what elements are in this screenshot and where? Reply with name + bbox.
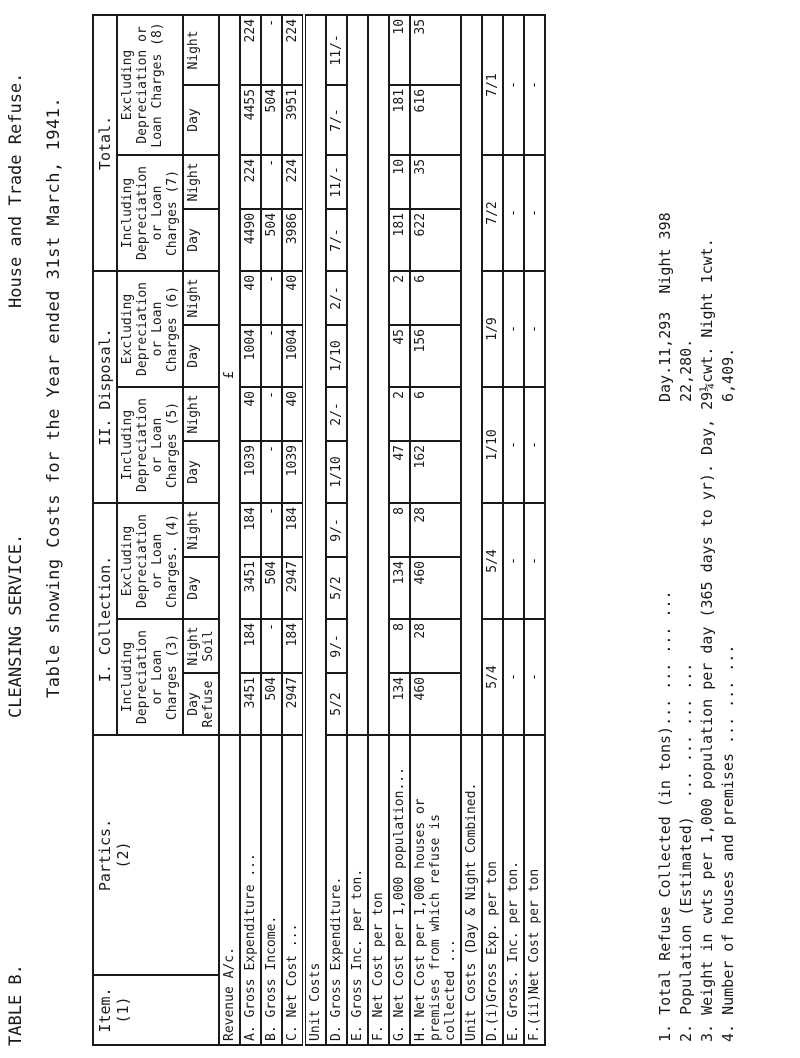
table-cell: 504 (261, 85, 282, 155)
table-cell: 2 (389, 387, 410, 441)
table-cell (461, 15, 482, 735)
row-label-D-i: D.(i)Gross Exp. per ton (482, 735, 503, 1045)
table-cell: 40 (240, 271, 261, 325)
table-cell: 7/- (326, 85, 347, 155)
row-label-H: H. Net Cost per 1,000 houses or premises from which refuse is collected ... (410, 735, 461, 1045)
footnote (697, 12, 718, 1042)
table-cell: 6 (410, 387, 461, 441)
total-incl-header (117, 155, 183, 271)
table-row (261, 15, 282, 1045)
table-cell: 47 (389, 441, 410, 503)
table-cell: Excluding Depreciation or Loan Charges (120, 282, 180, 376)
unit-costs-row (304, 15, 326, 1045)
table-cell: 504 (261, 209, 282, 271)
table-cell: 2/- (326, 387, 347, 441)
table-cell: - (524, 503, 545, 619)
table-cell: 22,280. (677, 338, 695, 402)
night-header: Night (183, 387, 219, 441)
table-cell: - (261, 619, 282, 673)
table-cell: 40 (282, 387, 304, 441)
day-header: Day (183, 557, 219, 619)
table-cell: - (261, 271, 282, 325)
table-cell: 5/4 (482, 503, 503, 619)
table-row (461, 15, 482, 1045)
table-cell: 504 (261, 673, 282, 735)
particulars-header (93, 735, 219, 975)
table-cell: - (261, 441, 282, 503)
table-cell: 10 (389, 155, 410, 209)
day-header: Day (183, 325, 219, 387)
table-cell: - (503, 503, 524, 619)
table-row (503, 15, 524, 1045)
table-cell: - (261, 15, 282, 85)
table-cell: 7/1 (482, 15, 503, 155)
table-cell: 5/2 (326, 673, 347, 735)
row-label-F-ii: F.(ii)Net Cost per ton (524, 735, 545, 1045)
footnotes (655, 12, 739, 1042)
table-cell: Item. (96, 987, 114, 1033)
cost-table (92, 16, 546, 1046)
table-cell: 181 (389, 85, 410, 155)
table-row (240, 15, 261, 1045)
table-cell: Including Depreciation or Loan Charges (120, 630, 180, 724)
table-cell: - (524, 155, 545, 271)
table-cell: 3. Weight in cwts per 1,000 population per day (365 days to yr). Day, 29¼cwt. Night 1cwt. (698, 238, 716, 1042)
table-cell: 4. Number of houses and premises ... ... ... (719, 644, 737, 1042)
table-cell: 224 (240, 15, 261, 85)
row-label-C: C. Net Cost ... (282, 735, 304, 1045)
table-cell: (1) (114, 996, 132, 1024)
table-cell: 8 (389, 619, 410, 673)
day-header: Day (183, 209, 219, 271)
table-cell: 1039 (282, 441, 304, 503)
table-cell: 2/- (326, 271, 347, 325)
table-cell: 40 (282, 271, 304, 325)
table-cell: - (524, 15, 545, 155)
table-cell: 28 (410, 503, 461, 557)
night-header: Night (183, 271, 219, 325)
night-header: Night (183, 155, 219, 209)
table-cell: 7/2 (482, 155, 503, 271)
table-cell: 1/10 (326, 325, 347, 387)
coll-incl-header (117, 619, 183, 735)
table-cell: 5/2 (326, 557, 347, 619)
table-cell: - (503, 271, 524, 387)
table-cell: 224 (282, 155, 304, 209)
day-refuse-header: Day Refuse (183, 673, 219, 735)
coll-excl-header (117, 503, 183, 619)
table-cell: 3951 (282, 85, 304, 155)
table-cell: - (524, 271, 545, 387)
table-cell: 181 (389, 209, 410, 271)
table-cell: 3451 (240, 557, 261, 619)
day-header: Day (183, 441, 219, 503)
table-cell: 3451 (240, 673, 261, 735)
row-label-G: G. Net Cost per 1,000 population... (389, 735, 410, 1045)
table-cell (347, 15, 368, 735)
table-cell: 460 (410, 673, 461, 735)
table-cell: 1. Total Refuse Collected (in tons)... ... ... ... (656, 590, 674, 1042)
table-cell: (8) (150, 22, 165, 46)
table-row (368, 15, 389, 1045)
table-cell: Excluding Depreciation or Loan Charges. (120, 514, 180, 608)
table-cell: 134 (389, 673, 410, 735)
table-cell: - (524, 387, 545, 503)
night-soil-header: Night Soil (183, 619, 219, 673)
row-label-F: F. Net Cost per ton (368, 735, 389, 1045)
table-cell: 184 (240, 619, 261, 673)
table-cell: 6 (410, 271, 461, 325)
table-cell: 2947 (282, 673, 304, 735)
revenue-label: Revenue A/c. (219, 735, 240, 1045)
disp-incl-header (117, 387, 183, 503)
table-cell: 5/4 (482, 619, 503, 735)
row-label-E-ton: E. Gross. Inc. per ton. (503, 735, 524, 1045)
subject-title: House and Trade Refuse. (6, 72, 26, 308)
table-cell: 4455 (240, 85, 261, 155)
row-label-E: E. Gross Inc. per ton. (347, 735, 368, 1045)
group-header-row (93, 15, 117, 1045)
table-cell: - (261, 503, 282, 557)
table-cell: 11/- (326, 155, 347, 209)
table-cell: - (261, 387, 282, 441)
table-row (482, 15, 503, 1045)
table-cell: 2. Population (Estimated) ... ... ... ... (677, 662, 695, 1042)
disposal-header: II. Disposal. (93, 271, 117, 503)
table-cell: 2947 (282, 557, 304, 619)
row-label-A: A. Gross Expenditure ... (240, 735, 261, 1045)
footnote (718, 12, 739, 1042)
table-cell: 2 (389, 271, 410, 325)
day-header: Day (183, 85, 219, 155)
table-cell: 184 (282, 503, 304, 557)
table-cell: 35 (410, 155, 461, 209)
table-row (410, 15, 461, 1045)
table-row (347, 15, 368, 1045)
row-label-D: D. Gross Expenditure. (326, 735, 347, 1045)
table-cell: - (261, 155, 282, 209)
service-title: CLEANSING SERVICE. (6, 533, 26, 718)
table-cell: 184 (282, 619, 304, 673)
table-cell: 162 (410, 441, 461, 503)
table-cell: 6,409. (719, 347, 737, 402)
table-cell: 134 (389, 557, 410, 619)
item-header (93, 975, 219, 1045)
table-cell: 1004 (240, 325, 261, 387)
row-label-B: B. Gross Income. (261, 735, 282, 1045)
table-cell: 7/- (326, 209, 347, 271)
table-cell: (5) (165, 401, 180, 426)
table-cell: 11/- (326, 15, 347, 85)
table-cell: 40 (240, 387, 261, 441)
table-cell: 1/10 (326, 441, 347, 503)
table-cell: - (503, 155, 524, 271)
table-row (326, 15, 347, 1045)
revenue-row (219, 15, 240, 1045)
table-cell: 1/10 (482, 387, 503, 503)
table-cell: (4) (165, 514, 180, 538)
table-cell: 3986 (282, 209, 304, 271)
table-cell: 1004 (282, 325, 304, 387)
table-cell: 8 (389, 503, 410, 557)
table-cell: - (503, 387, 524, 503)
table-cell: Including Depreciation or Loan Charges (120, 166, 180, 260)
table-subtitle: Table showing Costs for the Year ended 31st March, 1941. (44, 96, 64, 698)
table-row (282, 15, 304, 1045)
currency-row (219, 15, 240, 735)
night-header: Night (183, 503, 219, 557)
total-excl-header (117, 15, 183, 155)
table-cell: 184 (240, 503, 261, 557)
table-cell: (2) (114, 841, 132, 869)
table-cell: 616 (410, 85, 461, 155)
table-cell: Partics. (96, 818, 114, 892)
night-header: Night (183, 15, 219, 85)
table-cell: 156 (410, 325, 461, 387)
table-cell: 9/- (326, 503, 347, 557)
table-cell: - (261, 325, 282, 387)
disp-excl-header (117, 271, 183, 387)
table-cell: 35 (410, 15, 461, 85)
table-cell: (3) (165, 633, 180, 658)
table-cell: Day.11,293 Night 398 (656, 212, 674, 402)
page-header (2, 8, 32, 1048)
table-cell: (7) (165, 169, 180, 194)
table-cell: 1039 (240, 441, 261, 503)
footnote (676, 12, 697, 1042)
table-cell: 1/9 (482, 271, 503, 387)
unit-costs-combined-label: Unit Costs (Day & Night Combined. (461, 735, 482, 1045)
table-cell: - (503, 619, 524, 735)
table-cell (368, 15, 389, 735)
table-cell: Excluding Depreciation or Loan Charges (120, 26, 165, 148)
table-cell: 224 (240, 155, 261, 209)
collection-header: I. Collection. (93, 503, 117, 735)
unit-costs-label: Unit Costs (304, 15, 326, 1045)
table-cell: 9/- (326, 619, 347, 673)
table-cell: 460 (410, 557, 461, 619)
table-cell: (6) (165, 285, 180, 310)
table-cell: 45 (389, 325, 410, 387)
table-cell: 4490 (240, 209, 261, 271)
table-cell: 28 (410, 619, 461, 673)
table-cell: Including Depreciation or Loan Charges (120, 398, 180, 492)
total-header: Total. (93, 15, 117, 271)
table-row (389, 15, 410, 1045)
table-cell: - (524, 619, 545, 735)
table-row (524, 15, 545, 1045)
table-cell: 10 (389, 15, 410, 85)
footnote (655, 12, 676, 1042)
table-label: TABLE B. (6, 964, 26, 1046)
table-cell: £ (222, 371, 237, 379)
table-cell: 224 (282, 15, 304, 85)
table-cell: 504 (261, 557, 282, 619)
table-cell: 622 (410, 209, 461, 271)
table-cell: - (503, 15, 524, 155)
